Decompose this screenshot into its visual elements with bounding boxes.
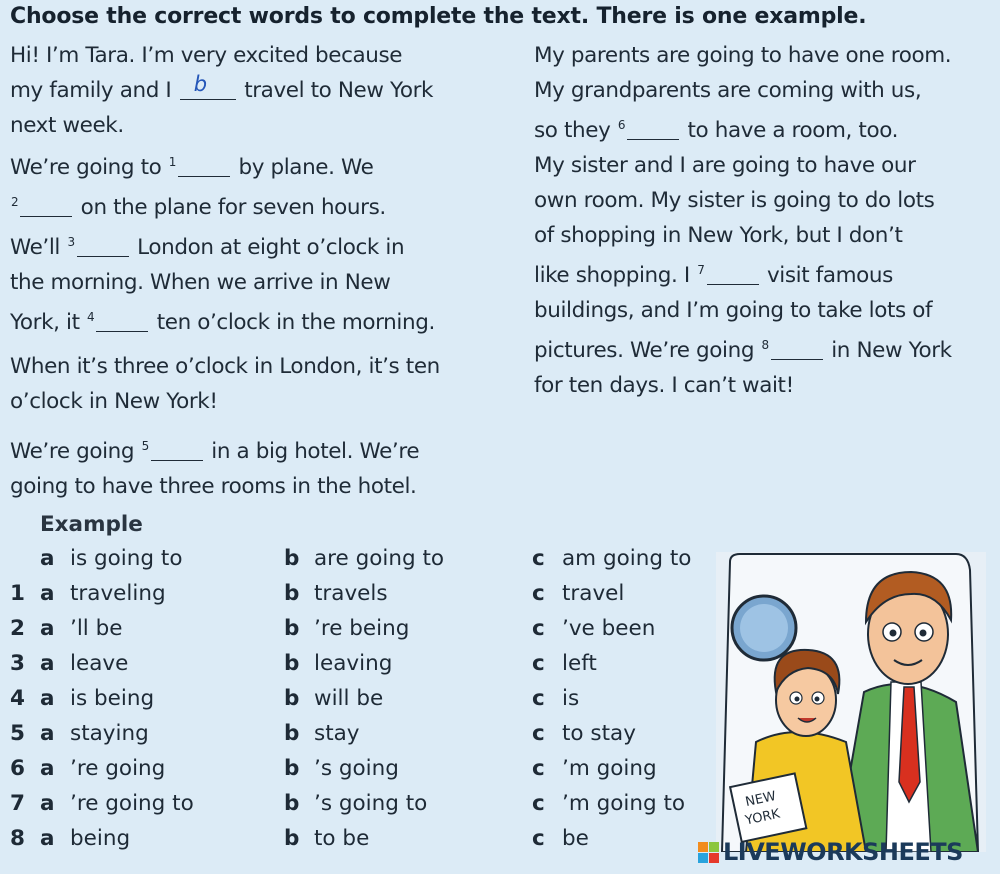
text-line	[10, 73, 520, 108]
text-fragment: We’ll	[10, 235, 67, 260]
option-row-3	[0, 651, 720, 685]
text-line: My grandparents are coming with us,	[534, 78, 922, 103]
option-letter-b: b	[284, 651, 300, 676]
text-fragment: on the plane for seven hours.	[74, 195, 386, 220]
option-letter-a: a	[40, 581, 55, 606]
gap-number: 8	[761, 338, 769, 352]
option-a[interactable]: leave	[70, 651, 129, 676]
option-a[interactable]: ’ll be	[70, 616, 123, 641]
gap-number: 5	[141, 439, 149, 453]
text-line: My parents are going to have one room.	[534, 43, 952, 68]
text-fragment: like shopping. I	[534, 263, 697, 288]
book-title-line2: YORK	[743, 806, 782, 829]
option-letter-b: b	[284, 546, 300, 571]
text-line	[10, 225, 520, 265]
option-a[interactable]: ’re going to	[70, 791, 194, 816]
text-fragment: in New York	[824, 338, 952, 363]
gap-number: 2	[11, 195, 19, 209]
option-letter-b: b	[284, 616, 300, 641]
option-a[interactable]: is going to	[70, 546, 183, 571]
text-line: next week.	[10, 113, 124, 138]
option-letter-b: b	[284, 581, 300, 606]
gap-number: 1	[168, 155, 177, 169]
instructions-title: Choose the correct words to complete the text. There is one example.	[10, 4, 867, 29]
option-letter-a: a	[40, 546, 55, 571]
answer-blank-8[interactable]	[771, 341, 823, 360]
option-letter-b: b	[284, 826, 300, 851]
text-line	[10, 185, 520, 225]
example-answer: b	[193, 72, 207, 96]
option-c[interactable]: ’ve been	[562, 616, 656, 641]
option-c[interactable]: travel	[562, 581, 625, 606]
option-row-7	[0, 791, 720, 825]
text-fragment: We’re going	[10, 439, 141, 464]
option-b[interactable]: ’re being	[314, 616, 410, 641]
option-row-4	[0, 686, 720, 720]
option-b[interactable]: to be	[314, 826, 370, 851]
new-york-book	[730, 773, 806, 841]
option-letter-b: b	[284, 791, 300, 816]
question-number: 2	[10, 616, 25, 641]
option-row-5	[0, 721, 720, 755]
book-title-line1: NEW	[744, 788, 778, 811]
text-line: My sister and I are going to have our	[534, 153, 916, 178]
option-c[interactable]: ’m going to	[562, 791, 686, 816]
option-row-8	[0, 826, 720, 860]
option-b[interactable]: ’s going	[314, 756, 399, 781]
option-row-example	[0, 546, 720, 580]
option-a[interactable]: is being	[70, 686, 155, 711]
text-line: for ten days. I can’t wait!	[534, 373, 794, 398]
text-fragment: travel to New York	[237, 78, 434, 103]
option-b[interactable]: ’s going to	[314, 791, 428, 816]
gap-number: 6	[617, 118, 626, 132]
text-line: going to have three rooms in the hotel.	[10, 474, 417, 499]
option-b[interactable]: travels	[314, 581, 388, 606]
option-letter-a: a	[40, 756, 55, 781]
question-number: 5	[10, 721, 25, 746]
option-letter-c: c	[532, 791, 545, 816]
brand-name: LIVEWORKSHEETS	[723, 838, 963, 866]
option-a[interactable]: ’re going	[70, 756, 166, 781]
gap-number: 4	[87, 310, 95, 324]
text-line: the morning. When we arrive in New	[10, 270, 391, 295]
text-fragment: in a big hotel. We’re	[204, 439, 420, 464]
question-number: 6	[10, 756, 25, 781]
text-line	[10, 429, 520, 469]
option-letter-a: a	[40, 826, 55, 851]
text-fragment: to have a room, too.	[681, 118, 899, 143]
question-number: 1	[10, 581, 25, 606]
text-fragment: London at eight o’clock in	[130, 235, 405, 260]
travelers-illustration	[716, 552, 986, 852]
answer-blank-4[interactable]	[96, 313, 148, 332]
text-line: of shopping in New York, but I don’t	[534, 223, 903, 248]
option-row-6	[0, 756, 720, 790]
question-number: 7	[10, 791, 25, 816]
option-a[interactable]: traveling	[70, 581, 166, 606]
answer-blank-2[interactable]	[20, 198, 72, 217]
liveworksheets-logo	[698, 838, 963, 866]
option-letter-a: a	[40, 791, 55, 816]
gap-number: 7	[697, 263, 705, 277]
option-b[interactable]: are going to	[314, 546, 445, 571]
text-fragment: pictures. We’re going	[534, 338, 761, 363]
answer-blank-3[interactable]	[77, 238, 129, 257]
text-line: o’clock in New York!	[10, 389, 218, 414]
text-fragment: York, it	[10, 310, 87, 335]
text-line	[10, 145, 520, 185]
option-letter-c: c	[532, 721, 545, 746]
liveworksheets-icon	[698, 842, 719, 863]
option-letter-a: a	[40, 721, 55, 746]
option-c[interactable]: am going to	[562, 546, 692, 571]
text-fragment: so they	[534, 118, 617, 143]
answer-blank-6[interactable]	[627, 121, 679, 140]
option-c[interactable]: left	[562, 651, 597, 676]
option-letter-c: c	[532, 756, 545, 781]
text-fragment: my family and I	[10, 78, 178, 103]
text-line: own room. My sister is going to do lots	[534, 188, 935, 213]
option-letter-b: b	[284, 721, 300, 746]
story-right-column	[534, 38, 994, 403]
answer-blank-5[interactable]	[151, 442, 203, 461]
text-fragment: by plane. We	[232, 155, 374, 180]
option-letter-c: c	[532, 651, 545, 676]
example-heading: Example	[40, 512, 143, 537]
option-letter-b: b	[284, 686, 300, 711]
text-line: buildings, and I’m going to take lots of	[534, 298, 933, 323]
option-letter-c: c	[532, 616, 545, 641]
story-left-column	[10, 38, 520, 504]
text-line	[534, 108, 994, 148]
text-line	[534, 253, 994, 293]
option-c[interactable]: is	[562, 686, 580, 711]
text-fragment: visit famous	[760, 263, 893, 288]
option-row-2	[0, 616, 720, 650]
text-line: When it’s three o’clock in London, it’s ten	[10, 354, 440, 379]
option-letter-a: a	[40, 616, 55, 641]
option-letter-c: c	[532, 546, 545, 571]
gap-number: 3	[67, 235, 75, 249]
text-line	[10, 300, 520, 340]
option-b[interactable]: leaving	[314, 651, 393, 676]
question-number: 8	[10, 826, 25, 851]
answer-blank-7[interactable]	[707, 266, 759, 285]
answer-blank-1[interactable]	[178, 158, 230, 177]
option-letter-c: c	[532, 826, 545, 851]
option-letter-b: b	[284, 756, 300, 781]
text-line: Hi! I’m Tara. I’m very excited because	[10, 43, 403, 68]
text-fragment: We’re going to	[10, 155, 168, 180]
option-b[interactable]: stay	[314, 721, 360, 746]
text-fragment: ten o’clock in the morning.	[150, 310, 435, 335]
option-b[interactable]: will be	[314, 686, 384, 711]
text-line	[534, 328, 994, 368]
example-blank	[180, 72, 236, 100]
option-c[interactable]: ’m going	[562, 756, 657, 781]
option-c[interactable]: to stay	[562, 721, 636, 746]
question-number: 3	[10, 651, 25, 676]
option-a[interactable]: being	[70, 826, 131, 851]
option-letter-a: a	[40, 686, 55, 711]
option-letter-c: c	[532, 581, 545, 606]
option-letter-c: c	[532, 686, 545, 711]
option-c[interactable]: be	[562, 826, 589, 851]
option-letter-a: a	[40, 651, 55, 676]
option-a[interactable]: staying	[70, 721, 149, 746]
question-number: 4	[10, 686, 25, 711]
option-row-1	[0, 581, 720, 615]
